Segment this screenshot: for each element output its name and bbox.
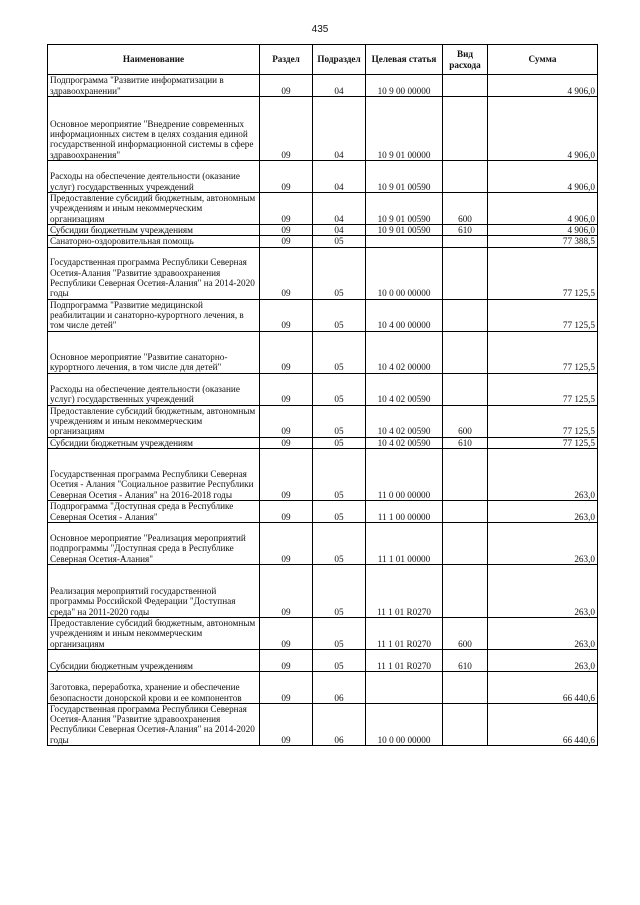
row-type-cell	[443, 97, 488, 161]
row-sum-cell: 77 388,5	[488, 236, 598, 247]
row-target-cell: 10 9 01 00590	[366, 193, 443, 225]
row-subsection-cell: 05	[313, 236, 366, 247]
row-sum-cell: 77 125,5	[488, 331, 598, 373]
row-section-cell: 09	[260, 703, 313, 745]
table-row	[48, 225, 598, 236]
row-target-cell: 11 1 01 R0270	[366, 564, 443, 617]
row-section-cell: 09	[260, 299, 313, 331]
row-sum-cell: 263,0	[488, 522, 598, 564]
row-section-cell: 09	[260, 522, 313, 564]
row-name-cell: Основное мероприятие "Внедрение современных информационных систем в целях создания единой государственной информационной системы в сфере здравоохранения"	[48, 97, 260, 161]
row-section-cell: 09	[260, 161, 313, 193]
row-type-cell	[443, 671, 488, 703]
row-section-cell: 09	[260, 649, 313, 671]
row-target-cell: 10 9 01 00590	[366, 161, 443, 193]
row-type-cell	[443, 500, 488, 522]
row-name-cell: Реализация мероприятий государственной программы Российской Федерации "Доступная среда" на 2011-2020 годы	[48, 564, 260, 617]
row-section-cell: 09	[260, 437, 313, 448]
row-section-cell: 09	[260, 75, 313, 97]
row-target-cell: 10 9 00 00000	[366, 75, 443, 97]
row-sum-cell: 263,0	[488, 564, 598, 617]
table-row	[48, 500, 598, 522]
table-row	[48, 564, 598, 617]
row-subsection-cell: 05	[313, 448, 366, 500]
row-subsection-cell: 04	[313, 75, 366, 97]
row-sum-cell: 263,0	[488, 448, 598, 500]
row-type-cell	[443, 448, 488, 500]
row-subsection-cell: 04	[313, 97, 366, 161]
row-sum-cell: 77 125,5	[488, 405, 598, 437]
row-type-cell: 600	[443, 193, 488, 225]
row-name-cell: Основное мероприятие "Развитие санаторно-курортного лечения, в том числе для детей"	[48, 331, 260, 373]
row-subsection-cell: 05	[313, 617, 366, 649]
header-type: Вид расхода	[443, 45, 488, 75]
row-name-cell: Подпрограмма "Развитие информатизации в здравоохранении"	[48, 75, 260, 97]
table-row	[48, 437, 598, 448]
row-sum-cell: 263,0	[488, 500, 598, 522]
row-target-cell: 11 1 00 00000	[366, 500, 443, 522]
row-subsection-cell: 05	[313, 522, 366, 564]
row-target-cell: 10 4 02 00590	[366, 437, 443, 448]
row-type-cell: 610	[443, 437, 488, 448]
row-type-cell	[443, 703, 488, 745]
table-row	[48, 236, 598, 247]
row-section-cell: 09	[260, 331, 313, 373]
row-section-cell: 09	[260, 373, 313, 405]
row-subsection-cell: 06	[313, 703, 366, 745]
row-name-cell: Подпрограмма "Доступная среда в Республике Северная Осетия - Алания"	[48, 500, 260, 522]
row-subsection-cell: 05	[313, 331, 366, 373]
table-row	[48, 97, 598, 161]
row-name-cell: Предоставление субсидий бюджетным, автономным учреждениям и иным некоммерческим организациям	[48, 617, 260, 649]
row-sum-cell: 77 125,5	[488, 299, 598, 331]
row-name-cell: Подпрограмма "Развитие медицинской реабилитации и санаторно-курортного лечения, в том числе детей"	[48, 299, 260, 331]
row-sum-cell: 263,0	[488, 649, 598, 671]
row-target-cell	[366, 671, 443, 703]
row-target-cell: 11 0 00 00000	[366, 448, 443, 500]
page-number: 435	[311, 24, 329, 35]
row-type-cell	[443, 564, 488, 617]
row-subsection-cell: 05	[313, 564, 366, 617]
table-row	[48, 161, 598, 193]
row-type-cell	[443, 373, 488, 405]
budget-table	[47, 44, 598, 746]
row-section-cell: 09	[260, 225, 313, 236]
row-name-cell: Государственная программа Республики Северная Осетия-Алания "Развитие здравоохранения Республики Северная Осетия-Алания" на 2014-2020 годы	[48, 703, 260, 745]
row-sum-cell: 77 125,5	[488, 437, 598, 448]
row-target-cell	[366, 236, 443, 247]
row-subsection-cell: 05	[313, 373, 366, 405]
row-type-cell: 610	[443, 649, 488, 671]
row-subsection-cell: 04	[313, 161, 366, 193]
row-type-cell: 610	[443, 225, 488, 236]
row-sum-cell: 4 906,0	[488, 75, 598, 97]
header-target: Целевая статья	[366, 45, 443, 75]
row-type-cell	[443, 161, 488, 193]
row-name-cell: Заготовка, переработка, хранение и обеспечение безопасности донорской крови и ее компонентов	[48, 671, 260, 703]
table-row	[48, 703, 598, 745]
table-row	[48, 522, 598, 564]
header-sum: Сумма	[488, 45, 598, 75]
row-type-cell	[443, 75, 488, 97]
table-row	[48, 649, 598, 671]
row-sum-cell: 77 125,5	[488, 373, 598, 405]
row-section-cell: 09	[260, 97, 313, 161]
header-subsection: Подраздел	[313, 45, 366, 75]
row-subsection-cell: 05	[313, 649, 366, 671]
row-section-cell: 09	[260, 617, 313, 649]
header-name: Наименование	[48, 45, 260, 75]
row-type-cell: 600	[443, 405, 488, 437]
row-section-cell: 09	[260, 247, 313, 299]
row-section-cell: 09	[260, 193, 313, 225]
table-row	[48, 299, 598, 331]
table-row	[48, 373, 598, 405]
row-type-cell: 600	[443, 617, 488, 649]
row-target-cell: 10 4 02 00000	[366, 331, 443, 373]
row-subsection-cell: 04	[313, 225, 366, 236]
row-section-cell: 09	[260, 236, 313, 247]
row-type-cell	[443, 299, 488, 331]
row-sum-cell: 66 440,6	[488, 671, 598, 703]
row-name-cell: Государственная программа Республики Северная Осетия-Алания "Развитие здравоохранения Республики Северная Осетия-Алания" на 2014-2020 годы	[48, 247, 260, 299]
row-target-cell: 10 9 01 00000	[366, 97, 443, 161]
row-section-cell: 09	[260, 500, 313, 522]
row-target-cell: 11 1 01 00000	[366, 522, 443, 564]
table-row	[48, 405, 598, 437]
row-sum-cell: 4 906,0	[488, 193, 598, 225]
row-target-cell: 10 0 00 00000	[366, 247, 443, 299]
table-row	[48, 193, 598, 225]
row-sum-cell: 4 906,0	[488, 225, 598, 236]
row-subsection-cell: 05	[313, 247, 366, 299]
row-subsection-cell: 05	[313, 299, 366, 331]
row-subsection-cell: 05	[313, 405, 366, 437]
table-header-row	[48, 45, 598, 75]
row-target-cell: 10 4 02 00590	[366, 405, 443, 437]
table-row	[48, 247, 598, 299]
row-section-cell: 09	[260, 448, 313, 500]
row-name-cell: Предоставление субсидий бюджетным, автономным учреждениям и иным некоммерческим организациям	[48, 193, 260, 225]
table-row	[48, 448, 598, 500]
table-row	[48, 671, 598, 703]
row-sum-cell: 263,0	[488, 617, 598, 649]
table-row	[48, 617, 598, 649]
row-section-cell: 09	[260, 564, 313, 617]
row-target-cell: 10 9 01 00590	[366, 225, 443, 236]
header-section: Раздел	[260, 45, 313, 75]
row-name-cell: Основное мероприятие "Реализация мероприятий подпрограммы "Доступная среда в Республике Северная Осетия-Алания"	[48, 522, 260, 564]
row-sum-cell: 66 440,6	[488, 703, 598, 745]
row-name-cell: Государственная программа Республики Северная Осетия - Алания "Социальное развитие Республики Северная Осетия - Алания" на 2016-2018 годы	[48, 448, 260, 500]
row-type-cell	[443, 331, 488, 373]
table-row	[48, 331, 598, 373]
row-name-cell: Субсидии бюджетным учреждениям	[48, 437, 260, 448]
row-subsection-cell: 04	[313, 193, 366, 225]
row-section-cell: 09	[260, 671, 313, 703]
row-type-cell	[443, 236, 488, 247]
row-sum-cell: 4 906,0	[488, 97, 598, 161]
row-type-cell	[443, 522, 488, 564]
row-sum-cell: 77 125,5	[488, 247, 598, 299]
row-sum-cell: 4 906,0	[488, 161, 598, 193]
row-name-cell: Субсидии бюджетным учреждениям	[48, 225, 260, 236]
row-name-cell: Санаторно-оздоровительная помощь	[48, 236, 260, 247]
row-name-cell: Расходы на обеспечение деятельности (оказание услуг) государственных учреждений	[48, 373, 260, 405]
row-name-cell: Расходы на обеспечение деятельности (оказание услуг) государственных учреждений	[48, 161, 260, 193]
row-type-cell	[443, 247, 488, 299]
row-target-cell: 10 0 00 00000	[366, 703, 443, 745]
row-target-cell: 11 1 01 R0270	[366, 617, 443, 649]
table-row	[48, 75, 598, 97]
row-subsection-cell: 05	[313, 437, 366, 448]
row-target-cell: 10 4 00 00000	[366, 299, 443, 331]
row-subsection-cell: 06	[313, 671, 366, 703]
row-section-cell: 09	[260, 405, 313, 437]
row-name-cell: Предоставление субсидий бюджетным, автономным учреждениям и иным некоммерческим организациям	[48, 405, 260, 437]
row-subsection-cell: 05	[313, 500, 366, 522]
row-target-cell: 11 1 01 R0270	[366, 649, 443, 671]
row-name-cell: Субсидии бюджетным учреждениям	[48, 649, 260, 671]
row-target-cell: 10 4 02 00590	[366, 373, 443, 405]
